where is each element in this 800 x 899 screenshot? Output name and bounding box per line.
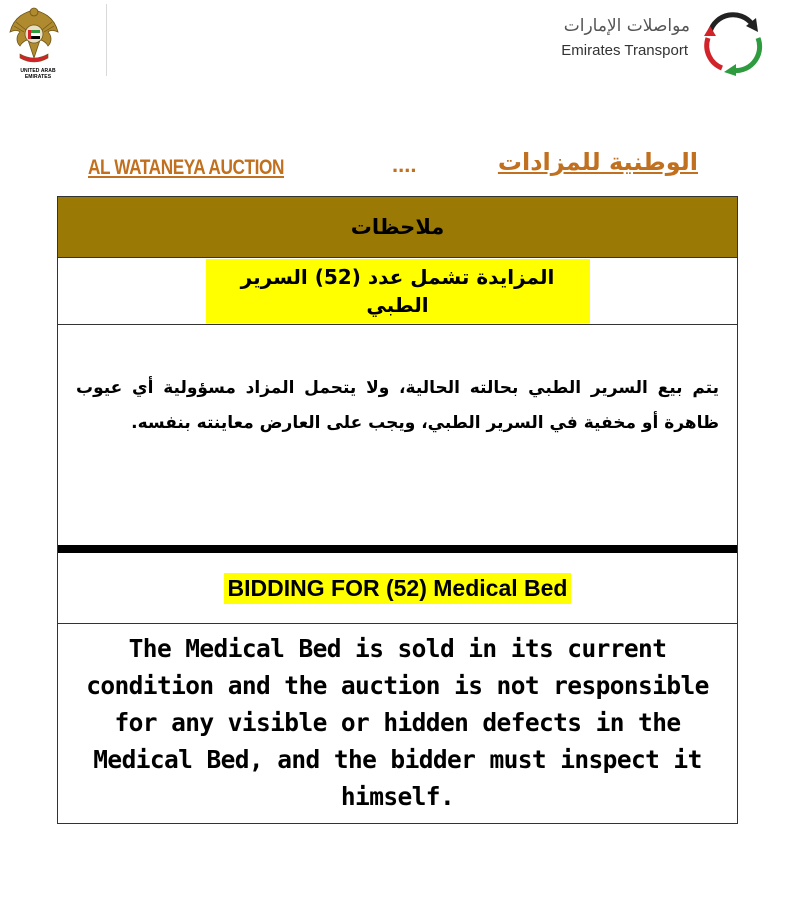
arabic-condition-text: يتم بيع السرير الطبي بحالته الحالية، ولا يتحمل المزاد مسؤولية أي عيوب ظاهرة أو مخفية في السرير الطبي، ويجب على العارض معاينته بنفسه.: [76, 378, 719, 433]
emirates-transport-arrows-icon: [696, 6, 768, 78]
notes-heading: ملاحظات: [350, 215, 445, 239]
title-english: AL WATANEYA AUCTION: [88, 156, 284, 179]
title-dots: ....: [392, 152, 417, 177]
auction-notes-table: [57, 196, 738, 824]
english-title-row: [58, 553, 737, 624]
english-body-row: [58, 624, 737, 823]
arabic-body-row: [58, 325, 737, 545]
page-header: [0, 0, 800, 90]
notes-heading-row: [58, 197, 737, 258]
section-divider: [58, 545, 737, 553]
arabic-title-row: [58, 258, 737, 325]
et-logo-english: Emirates Transport: [561, 42, 688, 59]
et-logo-arabic: مواصلات الإمارات: [563, 16, 690, 36]
uae-emblem: [4, 2, 64, 80]
auction-title-row: [88, 148, 698, 184]
uae-caption: UNITED ARAB EMIRATES: [20, 68, 56, 80]
title-arabic: الوطنية للمزادات: [497, 148, 698, 176]
english-condition-text: The Medical Bed is sold in its current condition and the auction is not responsible for any visible or hidden defects in the Medical Bed, and the bidder must inspect it himself.: [86, 634, 709, 811]
emirates-transport-logo: [548, 6, 768, 78]
uae-emblem-icon: [4, 2, 64, 66]
arabic-bidding-title: المزايدة تشمل عدد (52) السرير الطبي: [206, 259, 590, 323]
header-divider: [106, 4, 107, 76]
english-bidding-title: BIDDING FOR (52) Medical Bed: [224, 573, 572, 604]
